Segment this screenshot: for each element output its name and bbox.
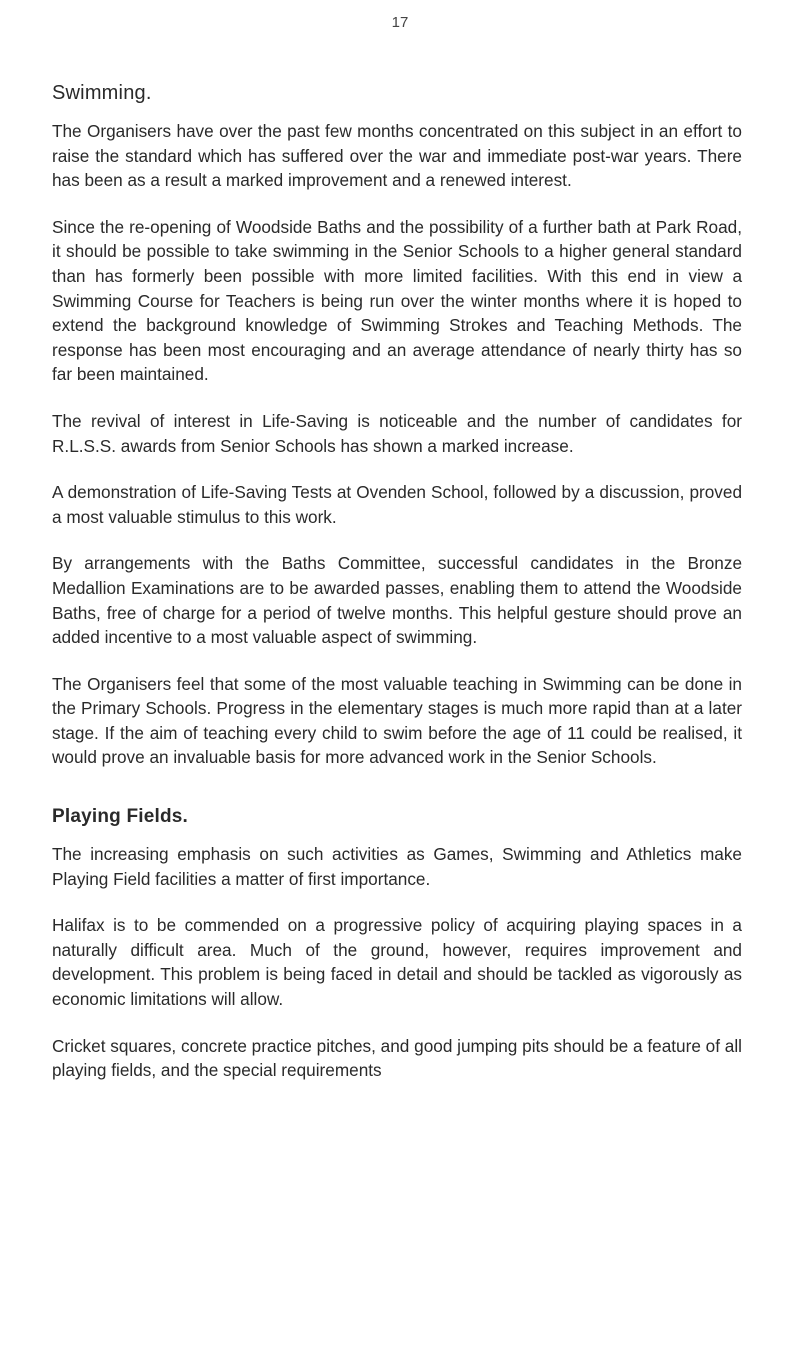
paragraph: The Organisers have over the past few months concentrated on this subject in an effort to raise the standard which has suffered over the war and immediate post-war years. There has been as a result a marked improvement and a renewed interest. <box>52 121 742 191</box>
section-spacer <box>52 792 742 802</box>
page-content <box>52 82 742 1105</box>
paragraph: The increasing emphasis on such activities as Games, Swimming and Athletics make Playing Field facilities a matter of first importance. <box>52 844 742 889</box>
paragraph: Cricket squares, concrete practice pitches, and good jumping pits should be a feature of all playing fields, and the special requirements <box>52 1035 742 1081</box>
paragraph: A demonstration of Life-Saving Tests at Ovenden School, followed by a discussion, proved a most valuable stimulus to this work. <box>52 482 742 527</box>
paragraph: Since the re-opening of Woodside Baths and the possibility of a further bath at Park Road, it should be possible to take swimming in the Senior Schools to a higher general standard than has formerly been possible with more limited facilities. With this end in view a Swimming Course for Teachers is being run over the winter months where it is hoped to extend the background knowledge of Swimming Strokes and Teaching Methods. The response has been most encouraging and an average attendance of nearly thirty has so far been maintained. <box>52 216 742 385</box>
paragraph: Halifax is to be commended on a progressive policy of acquiring playing spaces in a naturally difficult area. Much of the ground, however, requires improvement and development. This problem is being faced in detail and should be tackled as vigorously as economic limitations will allow. <box>52 915 742 1010</box>
playing-fields-section <box>52 806 742 1083</box>
paragraph: By arrangements with the Baths Committee, successful candidates in the Bronze Medallion Examinations are to be awarded passes, enabling them to attend the Woodside Baths, free of charge for a period of twelve months. This helpful gesture should prove an added incentive to a most valuable aspect of swimming. <box>52 553 742 648</box>
playing-fields-heading: Playing Fields. <box>52 806 189 828</box>
swimming-heading: Swimming. <box>52 82 152 104</box>
paragraph: The revival of interest in Life-Saving is noticeable and the number of candidates for R.L.S.S. awards from Senior Schools has shown a marked increase. <box>52 410 742 456</box>
swimming-section <box>52 82 742 770</box>
page-number: 17 <box>391 14 409 31</box>
paragraph: The Organisers feel that some of the most valuable teaching in Swimming can be done in the Primary Schools. Progress in the elementary stages is much more rapid than at a later stage. If the aim of teaching every child to swim before the age of 11 could be realised, it would prove an invaluable basis for more advanced work in the Senior Schools. <box>52 673 742 768</box>
